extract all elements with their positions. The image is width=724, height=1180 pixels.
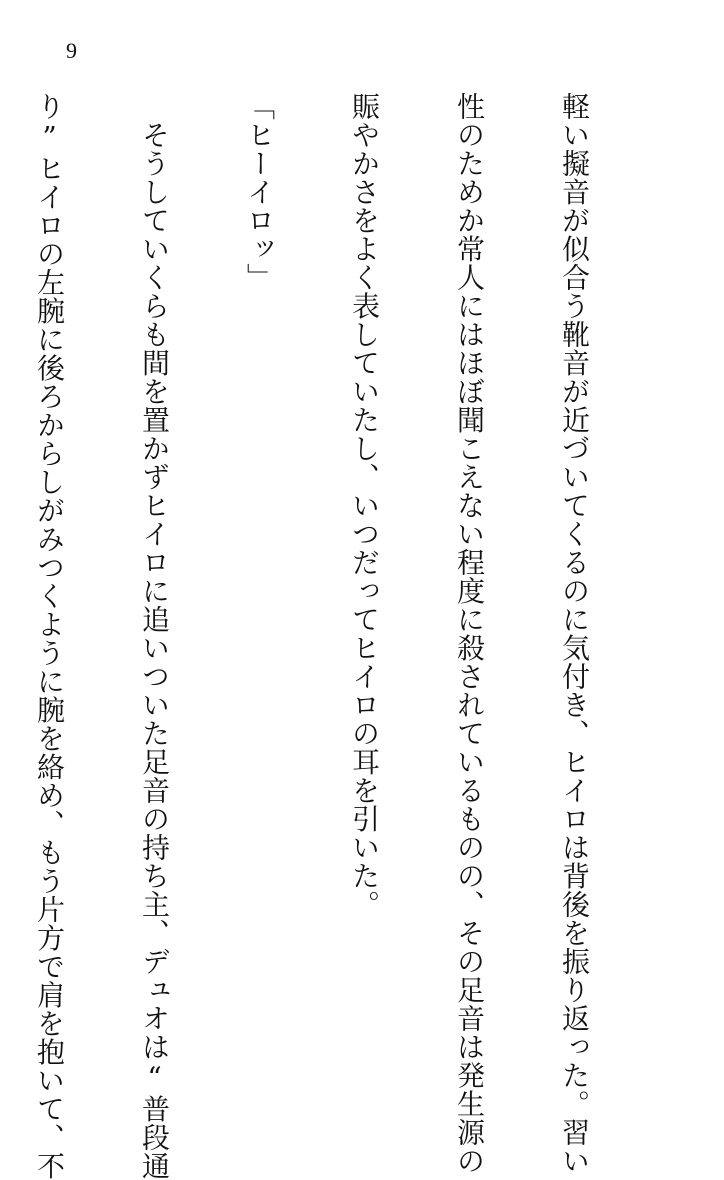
text-line: 賑やかさをよく表していたし、いつだってヒイロの耳を引いた。 xyxy=(348,92,381,919)
text-line: 性のためか常人にはほぼ聞こえない程度に殺されているものの、その足音は発生源の xyxy=(453,92,486,1175)
text-line: 軽い擬音が似合う靴音が近づいてくるのに気付き、ヒイロは背後を振り返った。習い xyxy=(558,92,591,1175)
page-number: 9 xyxy=(66,38,77,63)
text-line: そうしていくらも間を置かずヒイロに追いついた足音の持ち主、デュオは“普段通 xyxy=(138,92,171,1180)
text-line: り”ヒイロの左腕に後ろからしがみつくように腕を絡め、もう片方で肩を抱いて、不 xyxy=(33,92,66,1180)
text-line: 「ヒーイロッ」 xyxy=(243,92,276,292)
vertical-text-body xyxy=(0,92,662,1180)
